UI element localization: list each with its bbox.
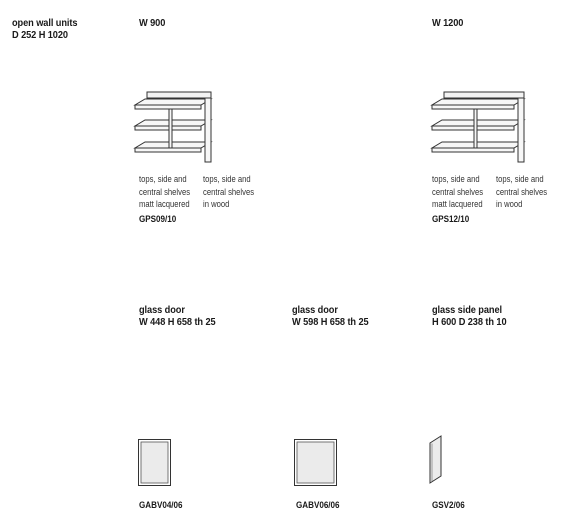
glass-side-panel-drawing bbox=[429, 435, 443, 485]
glass-door-448-drawing bbox=[138, 439, 172, 487]
unit-width-label-1200: W 1200 bbox=[432, 17, 464, 29]
glass-side-panel-code: GSV2/06 bbox=[432, 500, 465, 511]
unit-1200-code: GPS12/10 bbox=[432, 214, 470, 225]
open-wall-unit-900-drawing bbox=[133, 90, 213, 165]
section-title bbox=[12, 17, 77, 41]
unit-width-label-900: W 900 bbox=[139, 17, 166, 29]
unit-900-desc-right: tops, side and central shelves in wood bbox=[203, 174, 255, 209]
glass-door-598-drawing bbox=[294, 439, 338, 487]
unit-1200-desc-right: tops, side and central shelves in wood bbox=[496, 174, 548, 209]
glass-side-panel-title: glass side panel H 600 D 238 th 10 bbox=[432, 304, 507, 328]
glass-door-598-code: GABV06/06 bbox=[296, 500, 340, 511]
unit-900-code: GPS09/10 bbox=[139, 214, 177, 225]
unit-900-desc-left: tops, side and central shelves matt lacquered bbox=[139, 174, 191, 209]
open-wall-unit-1200-drawing bbox=[430, 90, 526, 165]
unit-1200-desc-left: tops, side and central shelves matt lacquered bbox=[432, 174, 484, 209]
section-title-line1: open wall units bbox=[12, 17, 78, 29]
glass-door-598-title: glass door W 598 H 658 th 25 bbox=[292, 304, 369, 328]
glass-door-448-title: glass door W 448 H 658 th 25 bbox=[139, 304, 216, 328]
glass-door-448-code: GABV04/06 bbox=[139, 500, 183, 511]
section-title-line2: D 252 H 1020 bbox=[12, 29, 68, 41]
